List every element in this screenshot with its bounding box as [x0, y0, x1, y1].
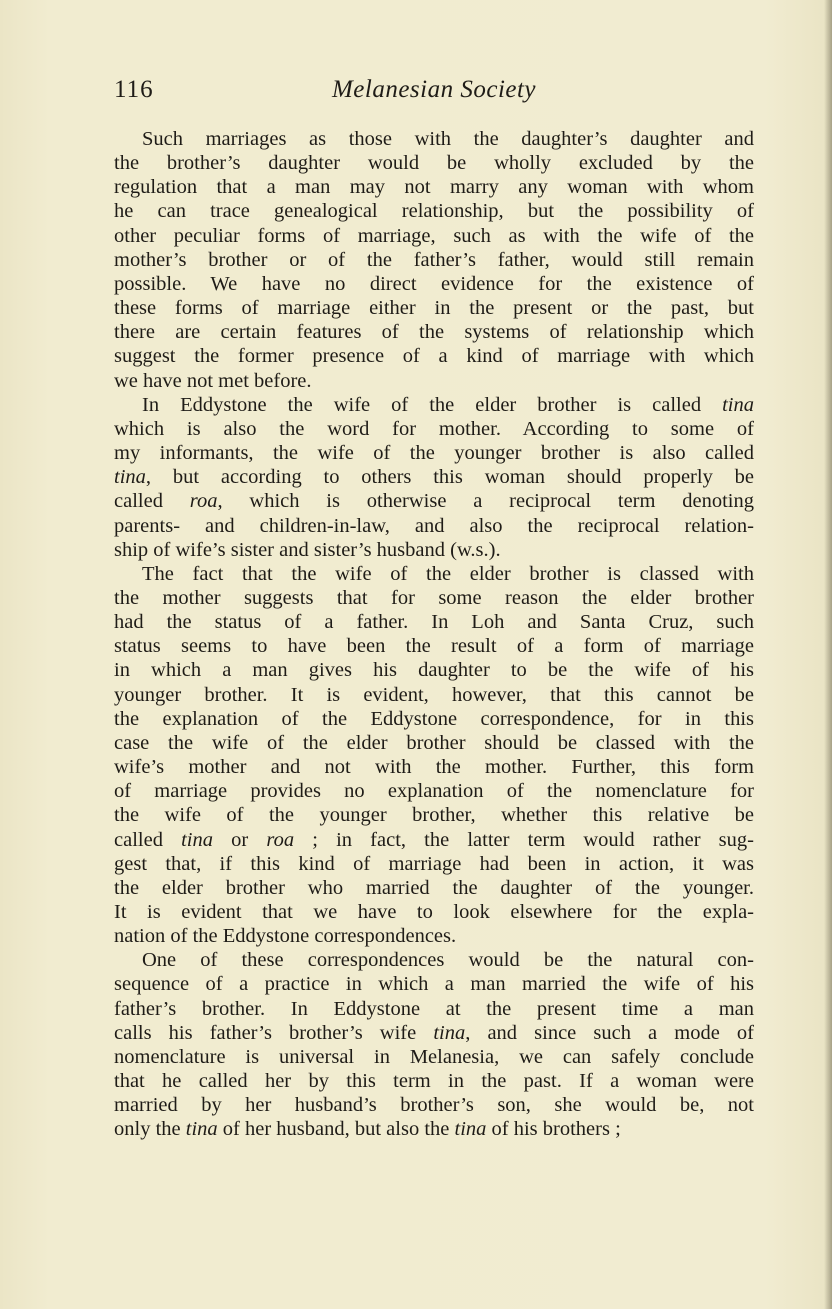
page-edge-shadow — [824, 0, 832, 1309]
text-line: the mother suggests that for some reason the elder brother — [114, 586, 754, 609]
text-line: in which a man gives his daughter to be the wife of his — [114, 659, 754, 682]
text-line: the explanation of the Eddystone correspondence, for in this — [114, 707, 754, 730]
paragraph — [114, 393, 754, 562]
body-text — [114, 127, 754, 1142]
text-line: which is also the word for mother. According to some of — [114, 417, 754, 440]
text-line: ship of wife’s sister and sister’s husband (w.s.). — [114, 538, 501, 561]
text-line: these forms of marriage either in the present or the past, but — [114, 297, 754, 320]
text-line: status seems to have been the result of a form of marriage — [114, 635, 754, 658]
text-line: we have not met before. — [114, 369, 312, 392]
text-line: Such marriages as those with the daughter’s daughter and — [142, 128, 754, 150]
text-line: mother’s brother or of the father’s father, would still remain — [114, 248, 754, 271]
page-number: 116 — [114, 76, 154, 103]
text-line: nomenclature is universal in Melanesia, we can safely conclude — [114, 1045, 754, 1068]
text-line: married by her husband’s brother’s son, she would be, not — [114, 1094, 754, 1117]
text-line: parents- and children-in-law, and also the reciprocal relation- — [114, 514, 754, 537]
text-line: gest that, if this kind of marriage had been in action, it was — [114, 852, 754, 875]
running-title: Melanesian Society — [331, 76, 537, 103]
text-line: calls his father’s brother’s wife tina, and since such a mode of — [114, 1021, 754, 1044]
text-line: tina, but according to others this woman should properly be — [114, 466, 754, 489]
text-line: only the tina of her husband, but also the tina of his brothers ; — [114, 1118, 621, 1141]
paragraph — [114, 562, 754, 949]
text-line: possible. We have no direct evidence for the existence of — [114, 272, 754, 295]
text-line: nation of the Eddystone correspondences. — [114, 925, 457, 948]
paragraph — [114, 127, 754, 393]
text-line: It is evident that we have to look elsewhere for the expla- — [114, 901, 754, 923]
text-line: case the wife of the elder brother should be classed with the — [114, 731, 754, 754]
text-line: the brother’s daughter would be wholly excluded by the — [114, 152, 754, 175]
text-line: of marriage provides no explanation of the nomenclature for — [114, 780, 754, 803]
text-line: he can trace genealogical relationship, but the possibility of — [114, 200, 754, 223]
text-line: the elder brother who married the daughter of the younger. — [114, 876, 754, 899]
page-header — [114, 76, 754, 116]
text-line: In Eddystone the wife of the elder brother is called tina — [142, 393, 754, 416]
text-line: The fact that the wife of the elder brother is classed with — [142, 562, 754, 585]
text-line: other peculiar forms of marriage, such as with the wife of the — [114, 224, 754, 247]
text-line: father’s brother. In Eddystone at the present time a man — [114, 997, 754, 1020]
paragraph — [114, 948, 754, 1141]
text-line: the wife of the younger brother, whether this relative be — [114, 804, 754, 827]
text-line: younger brother. It is evident, however, that this cannot be — [114, 683, 754, 706]
text-line: wife’s mother and not with the mother. Further, this form — [114, 756, 754, 779]
text-line: called tina or roa ; in fact, the latter term would rather sug- — [114, 828, 754, 851]
text-line: had the status of a father. In Loh and Santa Cruz, such — [114, 611, 754, 634]
text-line: One of these correspondences would be the natural con- — [142, 949, 754, 972]
text-line: sequence of a practice in which a man married the wife of his — [114, 973, 754, 996]
text-line: suggest the former presence of a kind of marriage with which — [114, 345, 754, 368]
text-line: that he called her by this term in the past. If a woman were — [114, 1070, 754, 1093]
text-line: called roa, which is otherwise a reciprocal term denoting — [114, 490, 754, 513]
text-line: there are certain features of the systems of relationship which — [114, 321, 754, 344]
text-line: regulation that a man may not marry any woman with whom — [114, 176, 754, 199]
text-line: my informants, the wife of the younger brother is also called — [114, 442, 754, 465]
